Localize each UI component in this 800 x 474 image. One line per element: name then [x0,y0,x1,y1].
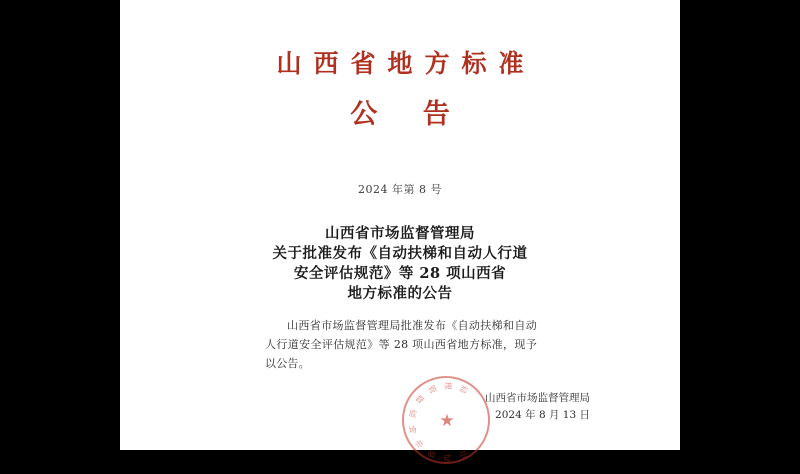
document-signature [350,390,590,424]
heading-line-3: 安全评估规范》等 28 项山西省 [293,265,507,282]
document-title-sub: 公 告 [350,99,468,130]
document-body [120,0,680,463]
heading-line-4: 地方标准的公告 [347,285,453,302]
document-page [120,0,680,463]
heading-line-1: 山西省市场监督管理局 [325,225,475,242]
body-paragraph: 山西省市场监督管理局批准发布《自动扶梯和自动人行道安全评估规范》等 28 项山西省地方标准，现予以公告。 [265,319,537,370]
document-heading [120,224,680,304]
seal-star-icon: ★ [439,411,455,431]
document-title-main: 山西省地方标准 [276,49,536,78]
signature-date: 2024 年 8 月 13 日 [495,409,590,421]
seal-arc-text: 山 西 省 市 场 监 督 管 理 局 [407,381,470,463]
document-number: 2024 年第 8 号 [358,183,442,196]
document-body-text [265,316,537,373]
signature-issuer: 山西省市场监督管理局 [485,392,590,404]
heading-line-2: 关于批准发布《自动扶梯和自动人行道 [272,245,528,262]
